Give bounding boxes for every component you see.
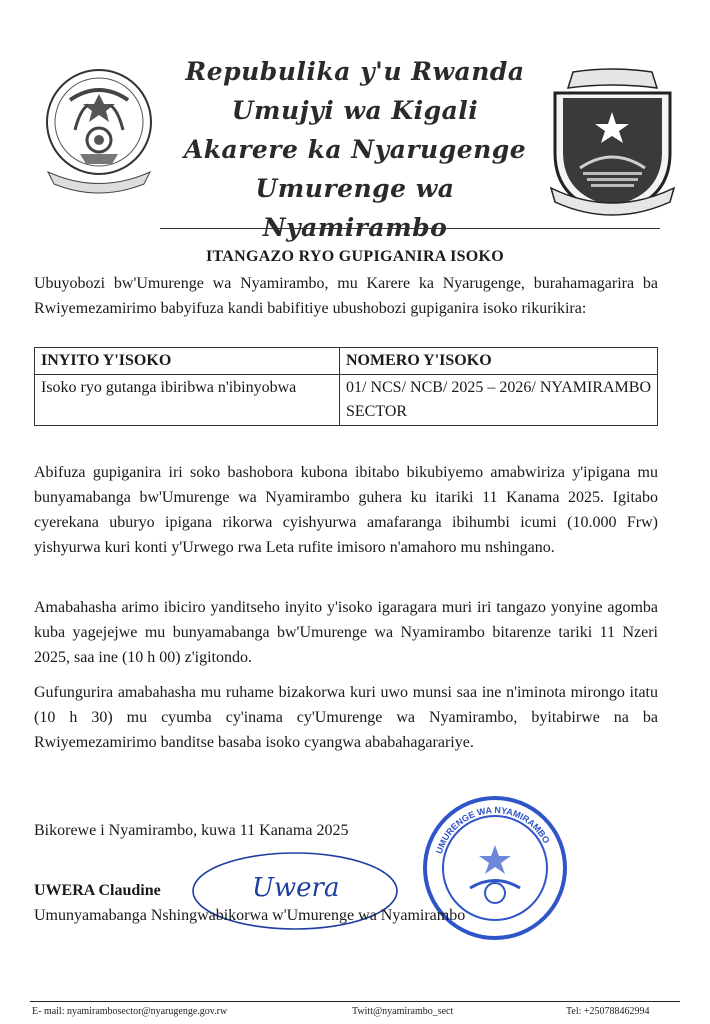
notice-title: ITANGAZO RYO GUPIGANIRA ISOKO [205, 248, 505, 265]
column-header-tender-number: NOMERO Y'ISOKO [340, 348, 658, 375]
header-city: Umujyi wa Kigali [231, 96, 479, 125]
header-block [165, 52, 545, 247]
tender-table [34, 347, 658, 426]
header-divider [160, 228, 660, 229]
footer-phone: Tel: +250788462994 [566, 1006, 650, 1017]
body-paragraph-opening: Gufungurira amabahasha mu ruhame bizakorwa kuri uwo munsi saa ine n'iminota mirongo itatu (10 h 30) mu cyumba cy'inama cy'Umurenge wa Nyamirambo, byitabirwe na ba Rwiyemezamirimo banditse basaba isoko cyangwa ababahagarariye. [34, 684, 658, 751]
tender-name-cell: Isoko ryo gutanga ibiribwa n'ibinyobwa [35, 375, 340, 426]
place-and-date: Bikorewe i Nyamirambo, kuwa 11 Kanama 2025 [34, 822, 349, 839]
footer-twitter: Twitt@nyamirambo_sect [352, 1006, 454, 1017]
signature-handwriting: Uwera [252, 873, 340, 903]
stamp-text: UMURENGE WA NYAMIRAMBO [434, 804, 552, 855]
intro-paragraph: Ubuyobozi bw'Umurenge wa Nyamirambo, mu Karere ka Nyarugenge, burahamagarira ba Rwiyemezamirimo babyifuza kandi babifitiye ubushobozi gupiganira isoko rikurikira: [34, 275, 658, 317]
rwanda-coat-of-arms-icon [40, 60, 158, 200]
header-district: Akarere ka Nyarugenge [183, 135, 527, 164]
body-paragraph-deadline: Amabahasha arimo ibiciro yanditseho inyito y'isoko igaragara muri iri tangazo yonyine agomba kuba yagejejwe mu bunyamabanga bw'Umurenge wa Nyamirambo bitarenze tariki 11 Nzeri 2025, saa ine (10 h 00) z'igitondo. [34, 599, 658, 666]
signatory-name: UWERA Claudine [34, 882, 161, 899]
tender-number-cell: 01/ NCS/ NCB/ 2025 – 2026/ NYAMIRAMBO SECTOR [340, 375, 658, 426]
column-header-tender-name: INYITO Y'ISOKO [35, 348, 340, 375]
body-paragraph-documents: Abifuza gupiganira iri soko bashobora kubona ibitabo bikubiyemo amabwiriza y'ipigana mu bunyamabanga bw'Umurenge wa Nyamirambo guhera ku itariki 11 Kanama 2025. Igitabo cyerekana uburyo ipigana rikorwa cyishyurwa amafaranga ibihumbi icumi (10.000 Frw) yishyurwa kuri konti y'Urwego rwa Leta rufite imisoro n'amahoro mu nshingano. [34, 464, 658, 556]
footer-email: E- mail: nyamirambosector@nyarugenge.gov.rw [32, 1006, 228, 1017]
signatory-role: Umunyamabanga Nshingwabikorwa w'Umurenge wa Nyamirambo [34, 907, 466, 924]
kigali-city-emblem-icon [545, 68, 680, 218]
header-republic: Repubulika y'u Rwanda [185, 57, 525, 86]
table-header-row [35, 348, 658, 375]
table-row [35, 375, 658, 426]
header-sector: Umurenge wa Nyamirambo [255, 174, 455, 242]
footer-divider [30, 1001, 680, 1002]
